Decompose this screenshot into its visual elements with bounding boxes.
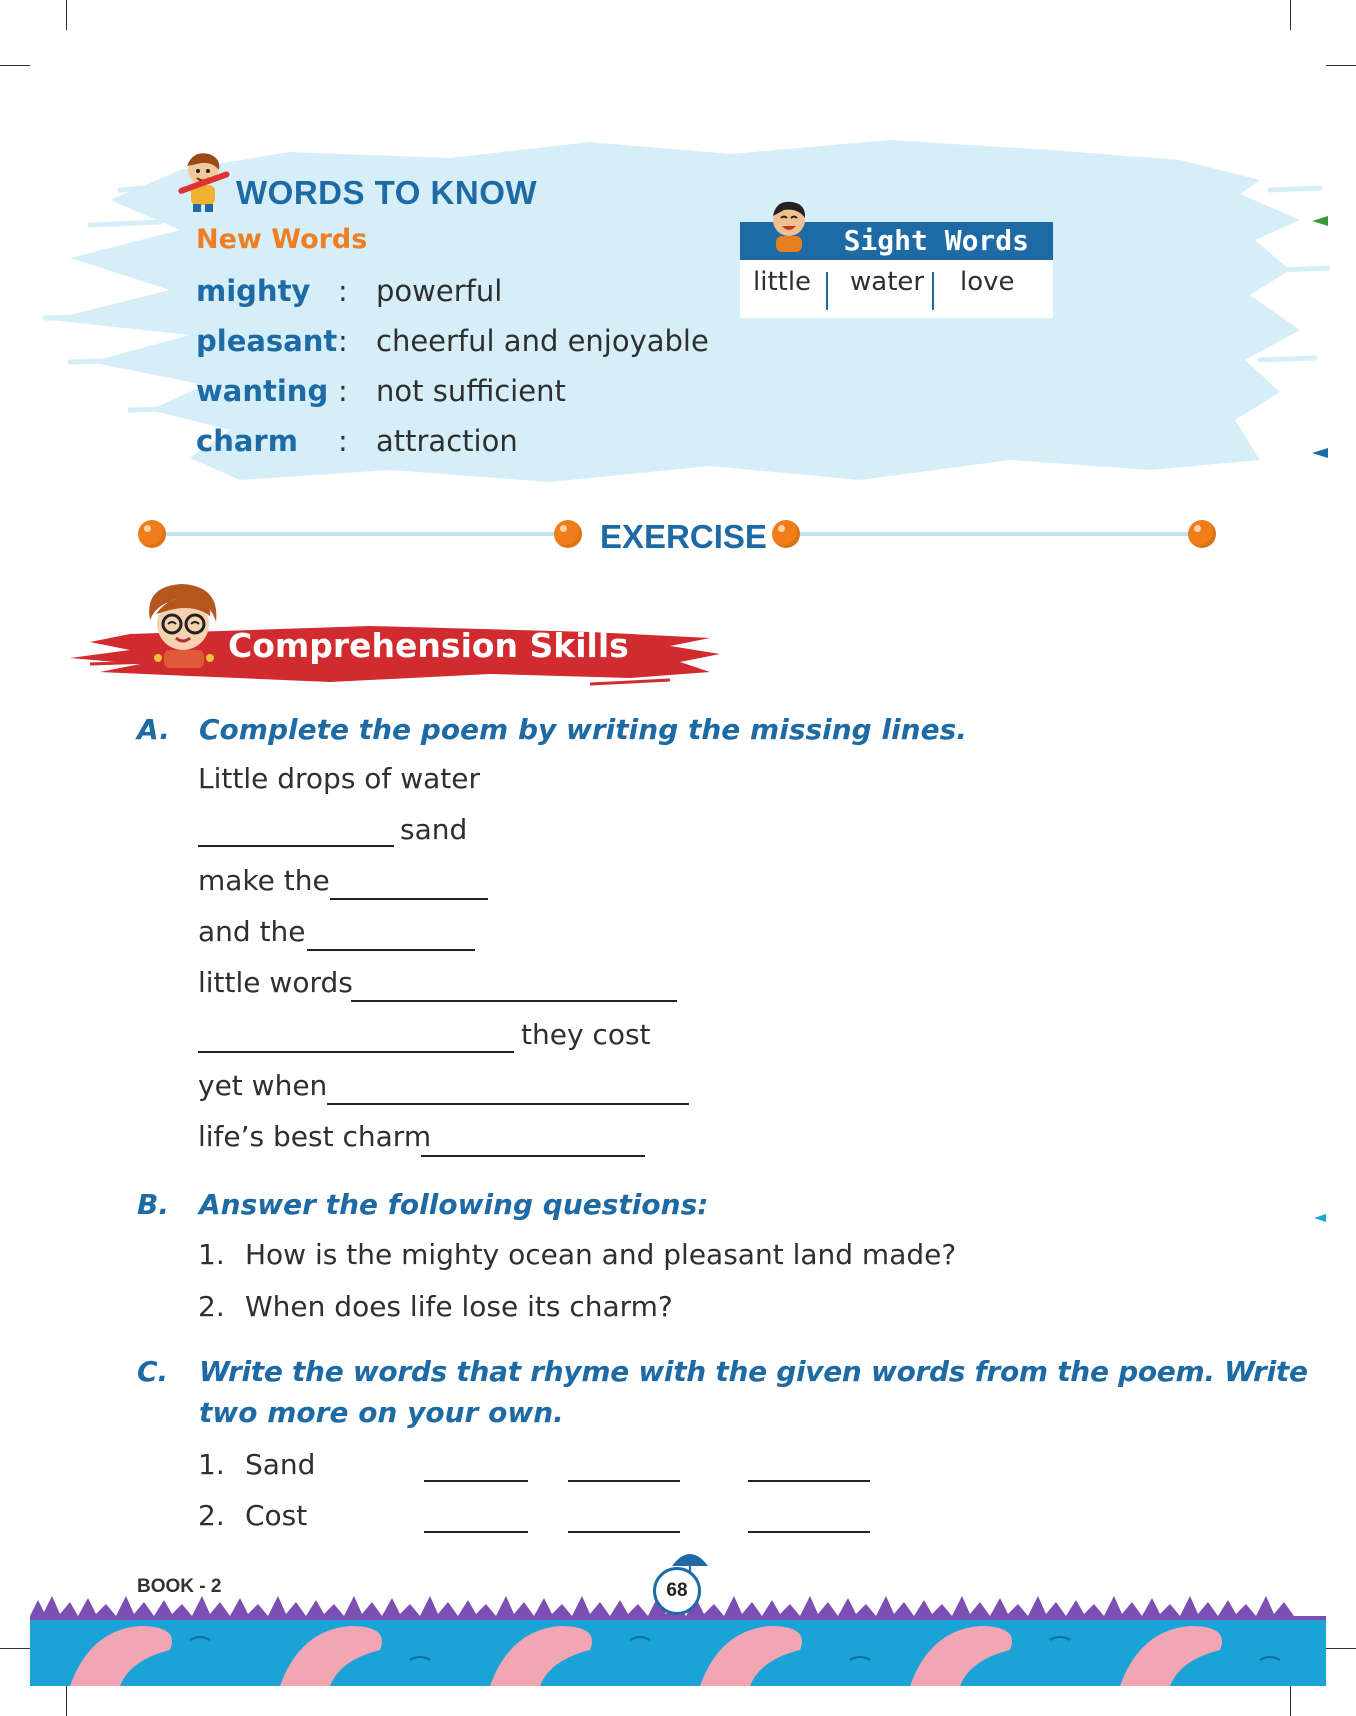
question-prompt-continued: two more on your own.	[199, 1396, 564, 1429]
sight-words-title: Sight Words	[740, 222, 1053, 260]
answer-blank[interactable]	[568, 1480, 680, 1482]
vocab-definition: not sufficient	[376, 374, 566, 408]
crop-mark	[66, 0, 67, 30]
answer-blank[interactable]	[748, 1480, 870, 1482]
question-prompt: Write the words that rhyme with the given words from the poem. Write	[199, 1355, 1308, 1388]
poem-line: life’s best charm	[198, 1120, 432, 1153]
crop-mark	[1326, 1648, 1356, 1649]
poem-line: and the	[198, 915, 306, 948]
question-text: When does life lose its charm?	[245, 1290, 673, 1323]
answer-blank[interactable]	[307, 949, 475, 951]
answer-blank[interactable]	[424, 1531, 528, 1533]
new-words-heading: New Words	[196, 224, 368, 255]
vocab-term: mighty	[196, 274, 311, 308]
vocab-separator: :	[338, 274, 348, 308]
sight-word: water	[850, 267, 925, 297]
orange-dot-icon	[1188, 520, 1216, 548]
poem-line: they cost	[521, 1018, 651, 1051]
crop-mark	[66, 1686, 67, 1716]
answer-blank[interactable]	[198, 845, 394, 847]
sight-word-divider	[932, 272, 934, 310]
vocab-separator: :	[338, 374, 348, 408]
sight-word: love	[960, 267, 1015, 297]
orange-dot-icon	[554, 520, 582, 548]
question-prompt: Answer the following questions:	[199, 1188, 709, 1221]
sight-word-divider	[826, 272, 828, 310]
answer-blank[interactable]	[330, 898, 488, 900]
crop-mark	[1290, 0, 1291, 30]
rhyme-number: 2.	[198, 1499, 225, 1532]
vocab-term: pleasant	[196, 324, 338, 358]
answer-blank[interactable]	[748, 1531, 870, 1533]
boy-with-pencil-icon	[175, 150, 235, 212]
question-number: 2.	[198, 1290, 225, 1323]
orange-dot-icon	[772, 520, 800, 548]
vocab-term: charm	[196, 424, 298, 458]
orange-dot-icon	[138, 520, 166, 548]
poem-line: yet when	[198, 1069, 328, 1102]
vocab-definition: cheerful and enjoyable	[376, 324, 709, 358]
rhyme-word: Cost	[245, 1499, 308, 1532]
question-letter: B.	[137, 1188, 169, 1221]
poem-line: Little drops of water	[198, 762, 480, 795]
answer-blank[interactable]	[424, 1480, 528, 1482]
question-text: How is the mighty ocean and pleasant land made?	[245, 1238, 957, 1271]
question-letter: C.	[137, 1355, 169, 1388]
poem-line: little words	[198, 966, 353, 999]
crop-mark	[0, 1648, 30, 1649]
answer-blank[interactable]	[198, 1051, 514, 1053]
answer-blank[interactable]	[327, 1103, 689, 1105]
registration-mark-icon	[1314, 1214, 1326, 1222]
exercise-title: EXERCISE	[600, 518, 767, 555]
rhyme-word: Sand	[245, 1448, 316, 1481]
exercise-divider-right	[800, 532, 1190, 536]
words-to-know-title: WORDS TO KNOW	[236, 174, 538, 211]
poem-line: make the	[198, 864, 330, 897]
question-prompt: Complete the poem by writing the missing lines.	[199, 713, 967, 746]
crop-mark	[1290, 1686, 1291, 1716]
vocab-separator: :	[338, 324, 348, 358]
sight-word: little	[753, 267, 812, 297]
registration-mark-icon	[1312, 448, 1328, 458]
vocab-separator: :	[338, 424, 348, 458]
vocab-definition: attraction	[376, 424, 518, 458]
page-number: 68	[653, 1567, 701, 1615]
exercise-divider-left	[165, 532, 555, 536]
section-title: Comprehension Skills	[228, 626, 629, 665]
vocab-term: wanting	[196, 374, 329, 408]
book-label: BOOK - 2	[137, 1576, 222, 1597]
answer-blank[interactable]	[568, 1531, 680, 1533]
rhyme-number: 1.	[198, 1448, 225, 1481]
crop-mark	[0, 65, 30, 66]
question-letter: A.	[137, 713, 170, 746]
vocab-definition: powerful	[376, 274, 503, 308]
girl-with-glasses-icon	[140, 580, 226, 670]
poem-line: sand	[400, 813, 468, 846]
smiling-boy-icon	[764, 196, 814, 254]
registration-mark-icon	[1312, 216, 1328, 226]
answer-blank[interactable]	[421, 1155, 645, 1157]
crop-mark	[1326, 65, 1356, 66]
answer-blank[interactable]	[351, 1000, 677, 1002]
question-number: 1.	[198, 1238, 225, 1271]
